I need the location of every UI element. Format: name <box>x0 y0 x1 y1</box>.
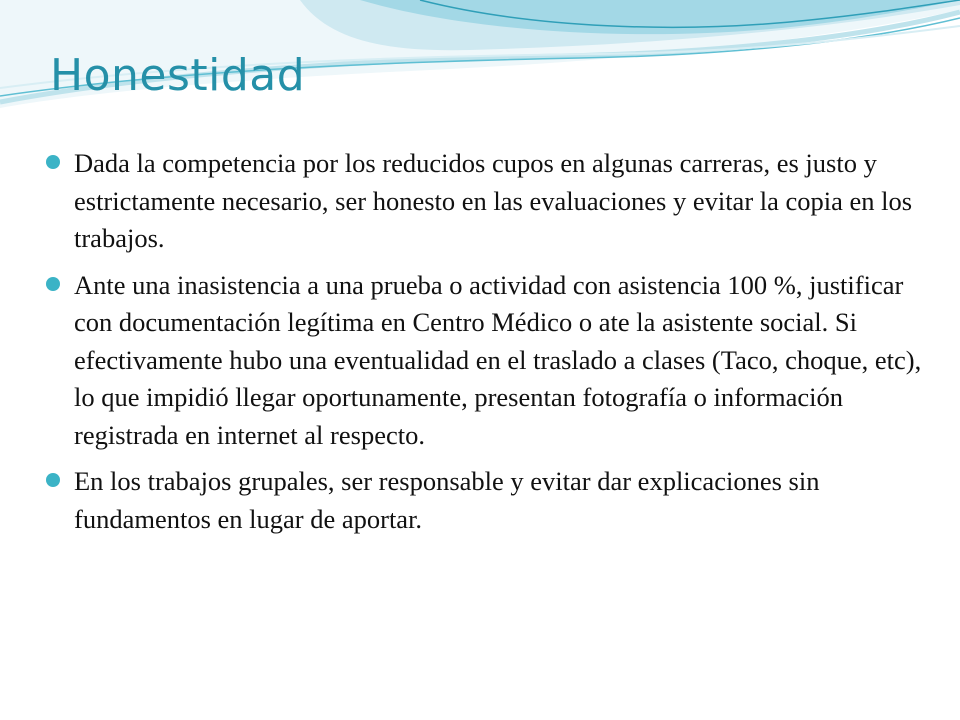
bullet-icon <box>46 277 60 291</box>
bullet-icon <box>46 473 60 487</box>
bullet-item <box>46 267 926 455</box>
bullet-icon <box>46 155 60 169</box>
bullet-text: En los trabajos grupales, ser responsable y evitar dar explicaciones sin fundamentos en lugar de aportar. <box>74 466 820 534</box>
slide-title: Honestidad <box>50 50 306 101</box>
bullet-text: Ante una inasistencia a una prueba o actividad con asistencia 100 %, justificar con documentación legítima en Centro Médico o ate la asistente social. Si efectivamente hubo una eventualidad en el traslado a clases (Taco, choque, etc), lo que impidió llegar oportunamente, presentan fotografía o información registrada en internet al respecto. <box>74 269 922 450</box>
bullet-text: Dada la competencia por los reducidos cupos en algunas carreras, es justo y estrictamente necesario, ser honesto en las evaluaciones y evitar la copia en los trabajos. <box>74 148 913 253</box>
bullet-list <box>46 145 926 547</box>
bullet-item <box>46 463 926 538</box>
bullet-item <box>46 145 926 258</box>
